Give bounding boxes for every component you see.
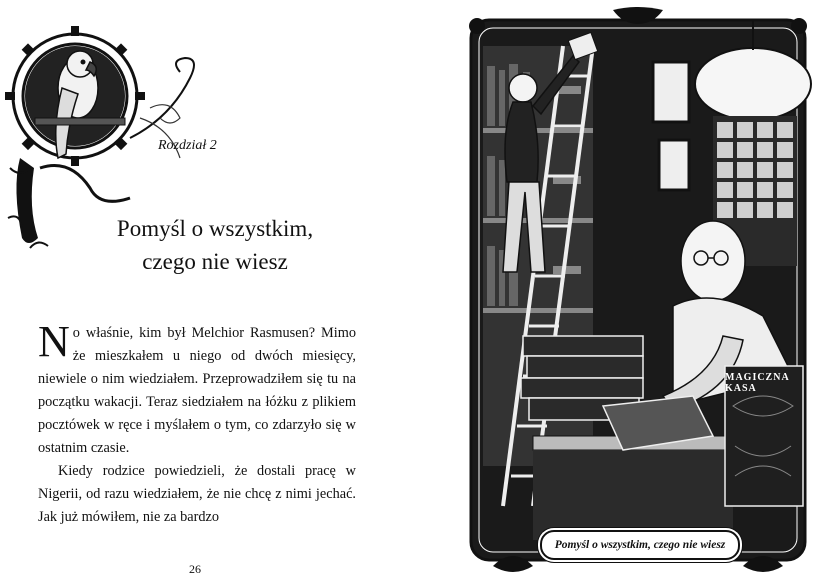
paragraph-1-text: o właśnie, kim był Melchior Rasmusen? Mimo że mieszkałem u niego od dwóch miesięcy, niewiele o nim wiedziałem. Przeprowadziłem się tu na początku wakacji. Teraz siedziałem na łóżku z plikiem pocztówek w ręce i myślałem o tym, co zdarzyło się w ostatnim czasie. bbox=[38, 325, 356, 456]
paragraph-1 bbox=[38, 317, 356, 460]
drop-cap: N bbox=[38, 317, 70, 366]
chapter-title-line-1: Pomyśl o wszystkim, bbox=[116, 216, 314, 241]
chapter-label: Rozdział 2 bbox=[158, 138, 217, 153]
chapter-title bbox=[40, 212, 390, 278]
paragraph-2: Kiedy rodzice powiedzieli, że dostali pracę w Nigerii, od razu wiedziałem, że nie chcę z nimi jechać. Jak już mówiłem, nie za bardzo bbox=[38, 463, 356, 525]
right-page bbox=[408, 0, 816, 584]
page-number: 26 bbox=[189, 562, 201, 576]
chapter-title-line-2: czego nie wiesz bbox=[142, 249, 288, 274]
illustration-caption-text: Pomyśl o wszystkim, czego nie wiesz bbox=[554, 539, 726, 551]
body-text bbox=[38, 317, 356, 529]
illustration-caption bbox=[540, 530, 740, 560]
cash-box-label: MAGICZNA KASA bbox=[725, 372, 790, 394]
bookshop-illustration bbox=[463, 6, 813, 582]
